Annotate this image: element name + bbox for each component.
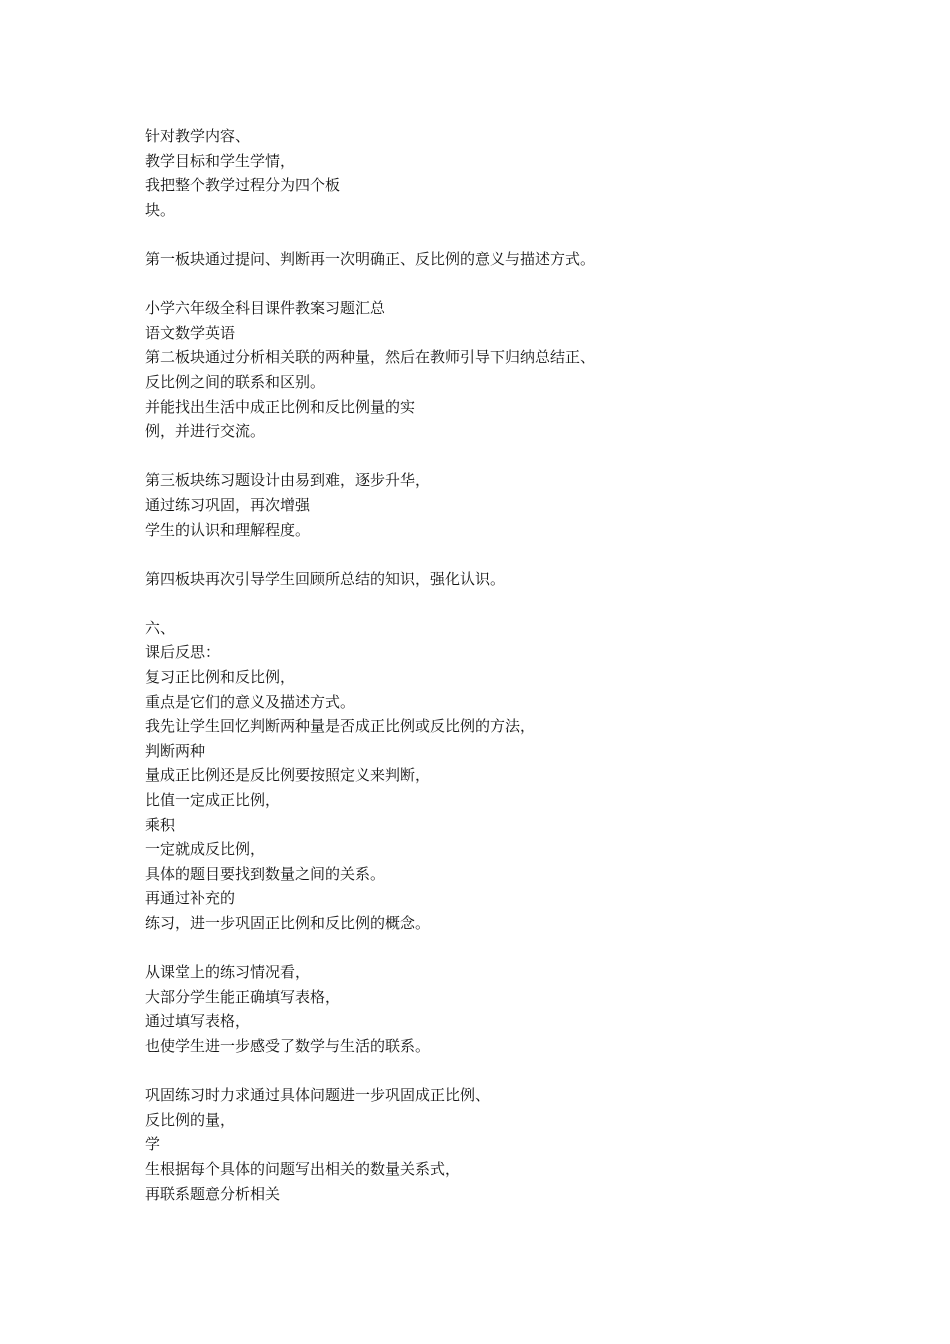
text-line: 一定就成反比例， <box>145 840 266 859</box>
blank-line <box>145 542 845 567</box>
blank-line <box>145 444 845 469</box>
text-line: 生根据每个具体的问题写出相关的数量关系式， <box>145 1159 461 1178</box>
text-line: 比值一定成正比例， <box>145 791 281 810</box>
text-line: 第二板块通过分析相关联的两种量，然后在教师引导下归纳总结正、 <box>145 348 596 367</box>
text-line: 再联系题意分析相关 <box>145 1184 281 1203</box>
text-line: 重点是它们的意义及描述方式。 <box>145 692 356 711</box>
text-line: 量成正比例还是反比例要按照定义来判断， <box>145 766 431 785</box>
text-line: 通过填写表格， <box>145 1012 251 1031</box>
text-line: 通过练习巩固，再次增强 <box>145 495 311 514</box>
text-line: 教学目标和学生学情， <box>145 151 296 170</box>
text-line: 学生的认识和理解程度。 <box>145 520 311 539</box>
text-line: 学 <box>145 1135 161 1154</box>
text-line: 从课堂上的练习情况看， <box>145 963 311 982</box>
document-body <box>145 124 845 1206</box>
blank-line <box>145 936 845 961</box>
text-line: 第三板块练习题设计由易到难，逐步升华， <box>145 471 431 490</box>
text-line: 反比例的量， <box>145 1110 236 1129</box>
text-line: 针对教学内容、 <box>145 127 251 145</box>
text-line: 反比例之间的联系和区别。 <box>145 372 326 391</box>
text-line: 语文数学英语 <box>145 323 236 342</box>
text-line: 具体的题目要找到数量之间的关系。 <box>145 864 386 883</box>
text-line: 课后反思： <box>145 643 221 662</box>
blank-line <box>145 272 845 297</box>
text-line: 乘积 <box>145 815 176 834</box>
text-line: 第一板块通过提问、判断再一次明确正、反比例的意义与描述方式。 <box>145 249 596 268</box>
text-line: 练习，进一步巩固正比例和反比例的概念。 <box>145 914 431 932</box>
text-line: 并能找出生活中成正比例和反比例量的实 <box>145 397 416 416</box>
text-line: 小学六年级全科目课件教案习题汇总 <box>145 299 386 318</box>
text-line: 我把整个教学过程分为四个板 <box>145 176 341 195</box>
text-line: 例，并进行交流。 <box>145 422 266 441</box>
text-line: 巩固练习时力求通过具体问题进一步巩固成正比例、 <box>145 1086 491 1105</box>
blank-line <box>145 1059 845 1084</box>
text-line: 块。 <box>145 200 176 219</box>
text-line: 六、 <box>145 618 176 637</box>
text-line: 也使学生进一步感受了数学与生活的联系。 <box>145 1036 431 1055</box>
text-line: 大部分学生能正确填写表格， <box>145 987 341 1006</box>
text-line: 复习正比例和反比例， <box>145 668 296 687</box>
blank-line <box>145 222 845 247</box>
text-line: 再通过补充的 <box>145 889 236 908</box>
blank-line <box>145 591 845 616</box>
text-line: 判断两种 <box>145 741 206 760</box>
text-line: 我先让学生回忆判断两种量是否成正比例或反比例的方法， <box>145 717 536 736</box>
text-line: 第四板块再次引导学生回顾所总结的知识，强化认识。 <box>145 569 506 588</box>
